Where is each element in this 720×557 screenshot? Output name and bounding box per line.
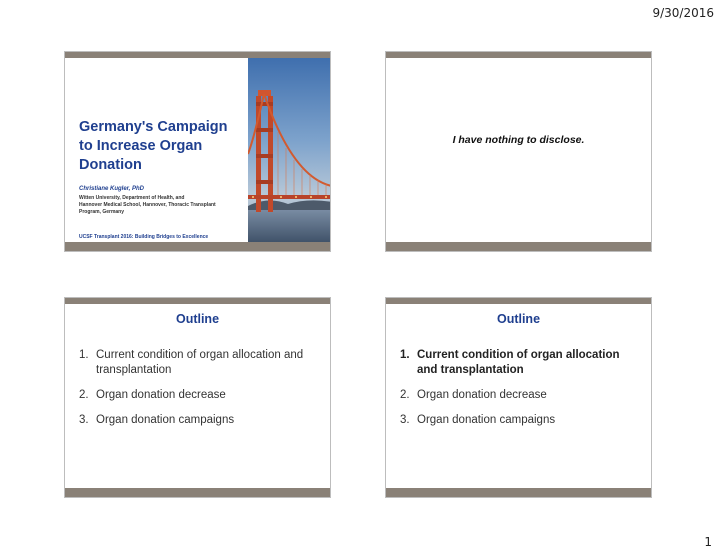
slide-top-bar bbox=[386, 52, 651, 58]
item-number: 1. bbox=[79, 349, 89, 361]
slide-top-bar bbox=[386, 298, 651, 304]
list-item bbox=[79, 348, 319, 378]
item-text: Organ donation campaigns bbox=[417, 414, 556, 426]
disclosure-text: I have nothing to disclose. bbox=[452, 134, 585, 146]
item-text: Current condition of organ allocation and transplantation bbox=[417, 349, 620, 376]
outline-list bbox=[400, 348, 640, 438]
item-number: 3. bbox=[400, 414, 410, 426]
slide-top-bar bbox=[65, 298, 330, 304]
list-item bbox=[79, 413, 319, 428]
list-item-active bbox=[400, 348, 640, 378]
slide-disclosure bbox=[385, 51, 652, 252]
outline-title: Outline bbox=[496, 312, 541, 326]
item-number: 3. bbox=[79, 414, 89, 426]
slide-outline bbox=[64, 297, 331, 498]
item-text: Organ donation campaigns bbox=[96, 414, 235, 426]
slide-bottom-bar bbox=[65, 488, 330, 497]
golden-gate-bridge-photo bbox=[248, 58, 331, 244]
slide-bottom-bar bbox=[386, 488, 651, 497]
outline-title: Outline bbox=[175, 312, 220, 326]
item-text: Organ donation decrease bbox=[417, 389, 547, 401]
page-number: 1 bbox=[704, 535, 712, 549]
slide-outline-highlight bbox=[385, 297, 652, 498]
item-number: 1. bbox=[400, 349, 410, 361]
item-text: Current condition of organ allocation and transplantation bbox=[96, 349, 304, 376]
author-name: Christiane Kugler, PhD bbox=[79, 186, 145, 192]
slide-bottom-bar bbox=[65, 242, 330, 251]
outline-list bbox=[79, 348, 319, 438]
item-number: 2. bbox=[400, 389, 410, 401]
slide-bottom-bar bbox=[386, 242, 651, 251]
item-text: Organ donation decrease bbox=[96, 389, 226, 401]
list-item bbox=[79, 388, 319, 403]
presentation-title: Germany's Campaign to Increase Organ Donation bbox=[79, 119, 228, 173]
list-item bbox=[400, 388, 640, 403]
author-affiliation: Witten University, Department of Health, and Hannover Medical School, Hannover, Thoracic Transplant Program, Germany bbox=[79, 195, 216, 215]
item-number: 2. bbox=[79, 389, 89, 401]
conference-name: UCSF Transplant 2016: Building Bridges to Excellence bbox=[79, 234, 209, 240]
list-item bbox=[400, 413, 640, 428]
slide-title bbox=[64, 51, 331, 252]
header-date: 9/30/2016 bbox=[652, 6, 714, 20]
